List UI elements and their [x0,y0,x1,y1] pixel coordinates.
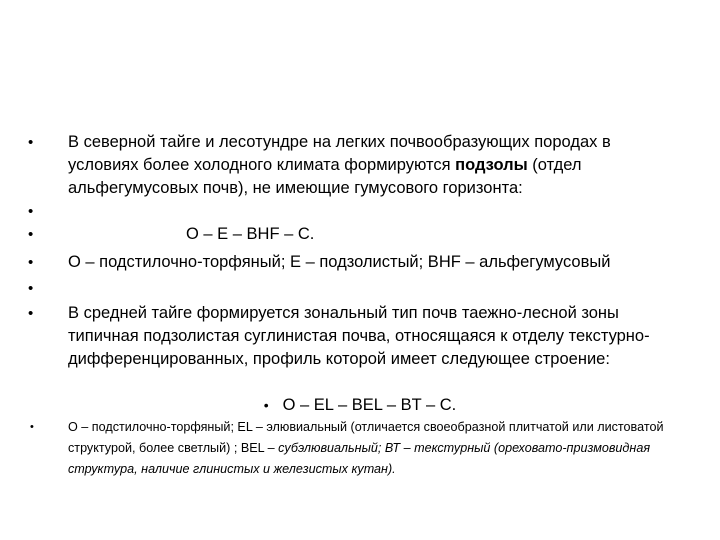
paragraph-text: В северной тайге и лесотундре на легких почвообразующих породах в условиях более холодного климата формируются [68,133,611,174]
paragraph-middle-taiga: В средней тайге формируется зональный тип почв таежно-лесной зоны типичная подзолистая суглинистая почва, относящаяся к отделу текстурно-дифференцированных, профиль которой имеет следующее строение: [68,304,650,368]
bullet-icon: • [28,226,34,243]
explanation-italic-text: субэлювиальный; ВТ – текстурный (ореховато-призмовидная структура, наличие глинистых и железистых кутан). [68,441,651,476]
paragraph-text: (отдел альфегумусовых почв), не имеющие гумусового горизонта: [68,156,582,197]
formula-podzolic [0,394,720,417]
paragraph-podzols [68,131,678,200]
bullet-icon: • [28,254,34,271]
horizons-explanation-small [68,417,683,480]
bullet-icon: • [28,305,34,322]
bullet-icon: • [28,280,34,297]
bold-term: подзолы [455,156,528,174]
horizons-explanation: О – подстилочно-торфяный; Е – подзолистый; ВНF – альфегумусовый [68,253,611,271]
explanation-text: О – подстилочно-торфяный; EL – элювиальный (отличается своеобразной плитчатой или листоватой структурой, более светлый) ; BEL – [68,420,664,455]
bullet-icon: • [30,421,34,433]
bullet-icon: • [263,397,269,413]
bullet-icon: • [28,203,34,220]
formula-text: О – EL – BEL – BT – C. [282,396,457,414]
formula-podzol: О – Е – ВНF – С. [186,225,315,243]
bullet-icon: • [28,134,34,151]
